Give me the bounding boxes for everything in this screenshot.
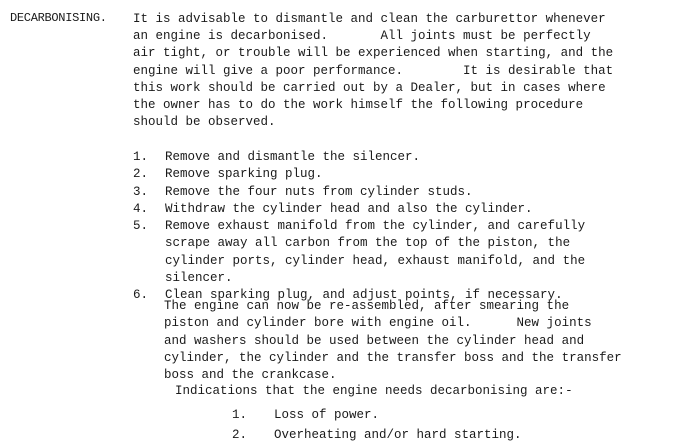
step-number: 3.: [133, 184, 149, 199]
list-item: [133, 166, 693, 183]
step-text: Remove exhaust manifold from the cylinder, and carefully scrape away all carbon from the top of the piston, the cylinder ports, cylinder head, exhaust manifold, and the silencer.: [165, 219, 586, 286]
indication-number: 2.: [232, 428, 248, 442]
indication-number: 1.: [232, 408, 248, 422]
indication-text: Overheating and/or hard starting.: [274, 428, 522, 442]
step-text: Remove the four nuts from cylinder studs.: [165, 184, 473, 199]
step-number: 6.: [133, 288, 149, 303]
step-text: Clean sparking plug, and adjust points, if necessary.: [165, 288, 563, 303]
reassembly-paragraph: The engine can now be re-assembled, after smearing the piston and cylinder bore with engine oil. New joints and washers should be used between the cylinder head and cylinder, the cylinder and the transfer boss and the transfer boss and the crankcase.: [164, 299, 622, 383]
step-number: 4.: [133, 201, 149, 216]
step-number: 2.: [133, 167, 149, 182]
list-item: [232, 405, 522, 425]
step-number: 1.: [133, 150, 149, 164]
indications-heading: Indications that the engine needs decarbonising are:-: [175, 384, 573, 398]
list-item: [232, 425, 522, 445]
step-text: Remove sparking plug.: [165, 167, 323, 182]
indications-list: [232, 405, 522, 445]
intro-paragraph: It is advisable to dismantle and clean the carburettor whenever an engine is decarbonised. All joints must be perfectly air tight, or trouble will be experienced when starting, and the engine will give a poor performance. It is desirable that this work should be carried out by a Dealer, but in cases where the owner has to do the work himself the following procedure should be observed.: [133, 12, 614, 130]
step-number: 5.: [133, 219, 149, 234]
step-text: Withdraw the cylinder head and also the cylinder.: [165, 201, 533, 216]
procedure-steps: [133, 149, 693, 305]
section-label: DECARBONISING.: [10, 11, 107, 25]
indication-text: Loss of power.: [274, 408, 380, 422]
list-item: [133, 201, 693, 218]
list-item: [133, 218, 693, 287]
list-item: [133, 184, 693, 201]
list-item: [133, 149, 693, 166]
step-text: Remove and dismantle the silencer.: [165, 150, 421, 164]
